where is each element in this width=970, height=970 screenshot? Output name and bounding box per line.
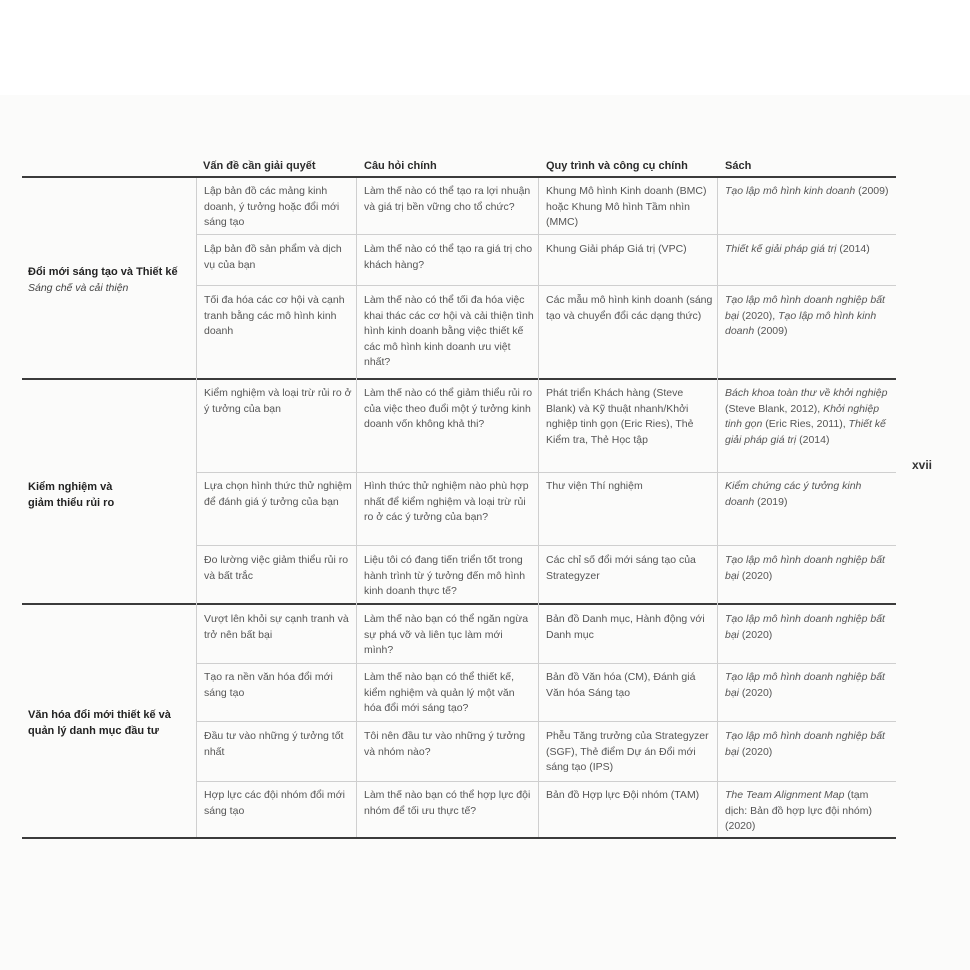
cell-problem: Đầu tư vào những ý tưởng tốt nhất	[204, 730, 344, 758]
cell-question: Liệu tôi có đang tiến triển tốt trong hành trình từ ý tưởng đến mô hình kinh doanh thực tế?	[364, 554, 526, 597]
section-rule	[22, 837, 896, 839]
row-divider	[196, 234, 896, 235]
cell-books: Thiết kế giải pháp giá trị (2014)	[725, 243, 870, 255]
cell-question: Hình thức thử nghiệm nào phù hợp nhất để kiểm nghiệm và loại trừ rủi ro ở các ý tưởng của bạn?	[364, 480, 529, 523]
column-divider	[717, 178, 718, 837]
section-rule	[22, 603, 896, 605]
category-title: Đổi mới sáng tạo và Thiết kế	[28, 266, 178, 278]
cell-process: Các chỉ số đổi mới sáng tạo của Strategyzer	[546, 554, 696, 582]
cell-question: Làm thế nào bạn có thể thiết kế, kiểm nghiệm và quản lý một văn hóa đổi mới sáng tạo?	[364, 671, 515, 714]
cell-process: Bản đồ Danh mục, Hành động với Danh mục	[546, 613, 705, 641]
table-header	[0, 160, 970, 176]
cell-problem: Hợp lực các đội nhóm đổi mới sáng tạo	[204, 789, 346, 817]
cell-process: Khung Mô hình Kinh doanh (BMC) hoặc Khung Mô hình Tầm nhìn (MMC)	[546, 185, 707, 228]
cell-question: Làm thế nào bạn có thể ngăn ngừa sự phá vỡ và liên tục làm mới mình?	[364, 613, 529, 656]
cell-books: Tạo lập mô hình doanh nghiệp bất bại (2020)	[725, 554, 885, 582]
cell-books: Tạo lập mô hình doanh nghiệp bất bại (2020)	[725, 730, 885, 758]
cell-books: Bách khoa toàn thư về khởi nghiệp (Steve Blank, 2012), Khởi nghiệp tinh gọn (Eric Ries, 2011), Thiết kế giải pháp giá trị (2014)	[725, 387, 888, 446]
cell-books: Tạo lập mô hình doanh nghiệp bất bại (2020)	[725, 613, 885, 641]
cell-question: Làm thế nào bạn có thể hợp lực đội nhóm để tối ưu thực tế?	[364, 789, 531, 817]
category-title: Kiểm nghiệm và giảm thiểu rủi ro	[28, 481, 115, 509]
cell-question: Làm thế nào có thể tạo ra giá trị cho khách hàng?	[364, 243, 533, 271]
cell-problem: Vượt lên khỏi sự cạnh tranh và trở nên bất bại	[204, 613, 349, 641]
row-divider	[196, 781, 896, 782]
cell-process: Bản đồ Văn hóa (CM), Đánh giá Văn hóa Sáng tạo	[546, 671, 696, 699]
category-innovation	[28, 264, 198, 296]
cell-books: The Team Alignment Map (tạm dịch: Bản đồ hợp lực đội nhóm) (2020)	[725, 789, 872, 832]
cell-process: Phễu Tăng trưởng của Strategyzer (SGF), Thẻ điểm Dự án Đổi mới sáng tạo (IPS)	[546, 730, 709, 773]
category-testing	[28, 479, 140, 511]
row-divider	[196, 285, 896, 286]
category-subtitle: Sáng chế và cải thiện	[28, 282, 129, 294]
cell-problem: Kiểm nghiệm và loại trừ rủi ro ở ý tưởng của bạn	[204, 387, 352, 415]
cell-books: Tạo lập mô hình doanh nghiệp bất bại (2020)	[725, 671, 885, 699]
cell-books: Kiểm chứng các ý tưởng kinh doanh (2019)	[725, 480, 862, 508]
row-divider	[196, 721, 896, 722]
page-number: xvii	[912, 458, 933, 472]
cell-problem: Lập bản đồ các mảng kinh doanh, ý tưởng hoặc đổi mới sáng tạo	[204, 185, 340, 228]
header-question: Câu hỏi chính	[364, 160, 437, 172]
column-divider	[356, 178, 357, 837]
cell-problem: Đo lường việc giảm thiểu rủi ro và bất trắc	[204, 554, 349, 582]
cell-question: Làm thế nào có thể tạo ra lợi nhuận và giá trị bền vững cho tổ chức?	[364, 185, 531, 213]
cell-process: Thư viện Thí nghiệm	[546, 480, 643, 492]
row-divider	[196, 545, 896, 546]
header-books: Sách	[725, 160, 752, 172]
cell-question: Làm thế nào có thể giảm thiểu rủi ro của việc theo đuổi một ý tưởng kinh doanh vốn không khả thi?	[364, 387, 533, 430]
cell-problem: Tạo ra nền văn hóa đổi mới sáng tạo	[204, 671, 333, 699]
section-rule	[22, 176, 896, 178]
row-divider	[196, 663, 896, 664]
cell-books: Tạo lập mô hình doanh nghiệp bất bại (2020), Tạo lập mô hình kinh doanh (2009)	[725, 294, 885, 337]
cell-question: Làm thế nào có thể tối đa hóa việc khai thác các cơ hội và cải thiện tình hình kinh doanh bằng việc thiết kế các mô hình kinh doanh ưu việt nhất?	[364, 294, 534, 368]
category-title: Văn hóa đổi mới thiết kế và quản lý danh mục đầu tư	[28, 709, 171, 737]
header-problem: Vấn đề cần giải quyết	[203, 160, 316, 172]
cell-problem: Tối đa hóa các cơ hội và cạnh tranh bằng các mô hình kinh doanh	[204, 294, 345, 337]
cell-problem: Lập bản đồ sản phẩm và dịch vụ của bạn	[204, 243, 342, 271]
section-rule	[22, 378, 896, 380]
row-divider	[196, 472, 896, 473]
cell-question: Tôi nên đầu tư vào những ý tưởng và nhóm nào?	[364, 730, 526, 758]
cell-process: Khung Giải pháp Giá trị (VPC)	[546, 243, 687, 255]
column-divider	[538, 178, 539, 837]
cell-process: Bản đồ Hợp lực Đội nhóm (TAM)	[546, 789, 700, 801]
header-process: Quy trình và công cụ chính	[546, 160, 688, 172]
category-culture-portfolio	[28, 707, 178, 739]
cell-books: Tạo lập mô hình kinh doanh (2009)	[725, 185, 889, 197]
cell-process: Các mẫu mô hình kinh doanh (sáng tạo và chuyển đổi các dạng thức)	[546, 294, 713, 322]
cell-problem: Lựa chọn hình thức thử nghiệm để đánh giá ý tưởng của bạn	[204, 480, 352, 508]
cell-process: Phát triển Khách hàng (Steve Blank) và Kỹ thuật nhanh/Khởi nghiệp tinh gọn (Eric Ries), Thẻ Kiểm tra, Thẻ Học tập	[546, 387, 694, 446]
